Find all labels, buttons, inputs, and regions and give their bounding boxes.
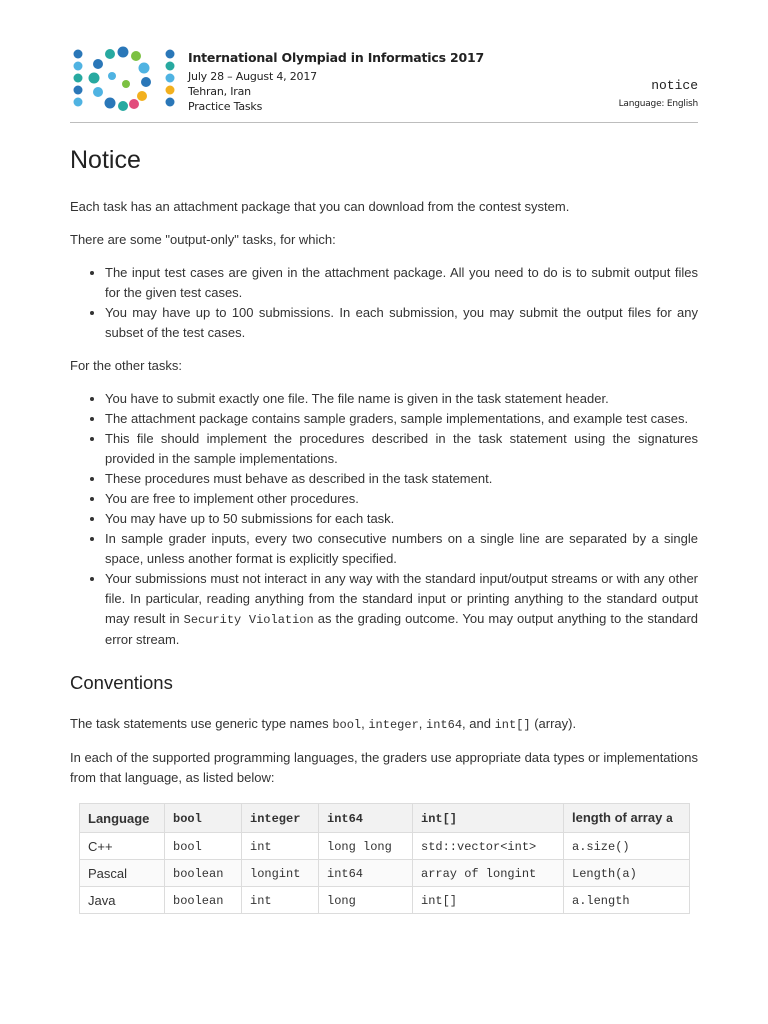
security-violation-code: Security Violation xyxy=(183,613,314,627)
other-tasks-intro: For the other tasks: xyxy=(70,358,182,373)
list-item: • You may have up to 100 submissions. In each submission, you may submit the output files for any subset of the test cases. xyxy=(105,303,698,343)
cell-code: bool xyxy=(173,840,202,854)
cell-code: boolean xyxy=(173,894,224,908)
list-item xyxy=(105,569,698,650)
cell-code: int xyxy=(250,840,272,854)
col-language: Language xyxy=(80,804,165,833)
table-cell xyxy=(242,860,319,887)
cell-code: std::vector<int> xyxy=(421,840,537,854)
page-header xyxy=(70,0,698,123)
table-row xyxy=(80,887,690,914)
list-item: • The attachment package contains sample graders, sample implementations, and example test cases. xyxy=(105,409,698,429)
header-task-info xyxy=(619,78,698,109)
output-only-list xyxy=(70,263,698,343)
type-bool: bool xyxy=(332,718,362,732)
cell-code: int[] xyxy=(421,894,458,908)
table-cell xyxy=(413,860,564,887)
conventions-heading: Conventions xyxy=(70,672,173,693)
col-int64 xyxy=(319,804,413,833)
text: , and xyxy=(462,716,495,731)
table-row xyxy=(80,860,690,887)
text: , xyxy=(418,716,427,731)
olympiad-dates: July 28 – August 4, 2017 xyxy=(188,70,317,83)
other-tasks-list xyxy=(70,389,698,650)
col-integer xyxy=(242,804,319,833)
olympiad-subtitle: Practice Tasks xyxy=(188,100,263,113)
text: The task statements use generic type names xyxy=(70,716,333,731)
cell-code: boolean xyxy=(173,867,224,881)
list-item-text: as the grading outcome. You may output anything to the standard error stream. xyxy=(105,611,699,647)
list-item: • This file should implement the procedures described in the task statement using the signatures provided in the sample implementations. xyxy=(105,429,698,469)
col-length-code: a xyxy=(665,812,674,826)
cell-code: array of longint xyxy=(421,867,537,881)
type-int-array: int[] xyxy=(494,718,531,732)
cell-code: a.length xyxy=(572,894,630,908)
table-cell xyxy=(319,887,413,914)
output-only-intro: There are some "output-only" tasks, for which: xyxy=(70,232,336,247)
table-cell xyxy=(564,833,690,860)
ioi-logo-icon xyxy=(70,46,180,112)
type-int64: int64 xyxy=(426,718,463,732)
page-title: Notice xyxy=(70,146,141,174)
header-info xyxy=(188,50,484,114)
page xyxy=(70,0,698,914)
cell-code: long xyxy=(327,894,356,908)
list-item: • You are free to implement other procedures. xyxy=(105,489,698,509)
task-name: notice xyxy=(651,78,698,93)
cell-code: longint xyxy=(250,867,301,881)
table-cell xyxy=(564,860,690,887)
col-integer-code: integer xyxy=(250,812,301,826)
list-item: • You have to submit exactly one file. The file name is given in the task statement header. xyxy=(105,389,698,409)
col-int-array xyxy=(413,804,564,833)
intro-paragraph: Each task has an attachment package that you can download from the contest system. xyxy=(70,199,570,214)
table-cell: Java xyxy=(80,887,165,914)
text: , xyxy=(361,716,369,731)
col-bool-code: bool xyxy=(173,812,202,826)
list-item: • These procedures must behave as described in the task statement. xyxy=(105,469,698,489)
cell-code: int xyxy=(250,894,272,908)
list-item: • You may have up to 50 submissions for each task. xyxy=(105,509,698,529)
table-header-row xyxy=(80,804,690,833)
table-cell xyxy=(165,860,242,887)
text: (array). xyxy=(530,716,577,731)
languages-paragraph: In each of the supported programming languages, the graders use appropriate data types or implementations from that language, as listed below: xyxy=(70,750,698,785)
olympiad-location: Tehran, Iran xyxy=(188,85,251,98)
table-row xyxy=(80,833,690,860)
table-cell xyxy=(319,860,413,887)
col-length-text: length of array xyxy=(572,810,666,825)
list-item: • The input test cases are given in the attachment package. All you need to do is to submit output files for the given test cases. xyxy=(105,263,698,303)
conventions-paragraph xyxy=(70,714,698,735)
cell-code: long long xyxy=(327,840,392,854)
table-cell: Pascal xyxy=(80,860,165,887)
table-cell xyxy=(242,833,319,860)
table-cell xyxy=(413,887,564,914)
language-label: Language: English xyxy=(618,99,698,109)
cell-code: Length(a) xyxy=(572,867,637,881)
table-cell xyxy=(242,887,319,914)
col-bool xyxy=(165,804,242,833)
col-int64-code: int64 xyxy=(327,812,364,826)
list-item: • In sample grader inputs, every two consecutive numbers on a single line are separated by a single space, unless another format is explicitly specified. xyxy=(105,529,698,569)
cell-code: int64 xyxy=(327,867,364,881)
table-cell xyxy=(319,833,413,860)
type-integer: integer xyxy=(368,718,419,732)
olympiad-title: International Olympiad in Informatics 2017 xyxy=(188,50,484,65)
col-int-array-code: int[] xyxy=(421,812,458,826)
list-item-text: Your submissions must not interact in any way with the standard input/output streams or with any other file. In particular, reading anything from the standard input or printing anything to the standard output may result in xyxy=(105,571,698,626)
table-cell xyxy=(564,887,690,914)
cell-code: a.size() xyxy=(572,840,630,854)
table-cell xyxy=(413,833,564,860)
table-cell xyxy=(165,887,242,914)
table-cell xyxy=(165,833,242,860)
type-mapping-table xyxy=(79,803,690,914)
col-length xyxy=(564,804,690,833)
table-cell: C++ xyxy=(80,833,165,860)
